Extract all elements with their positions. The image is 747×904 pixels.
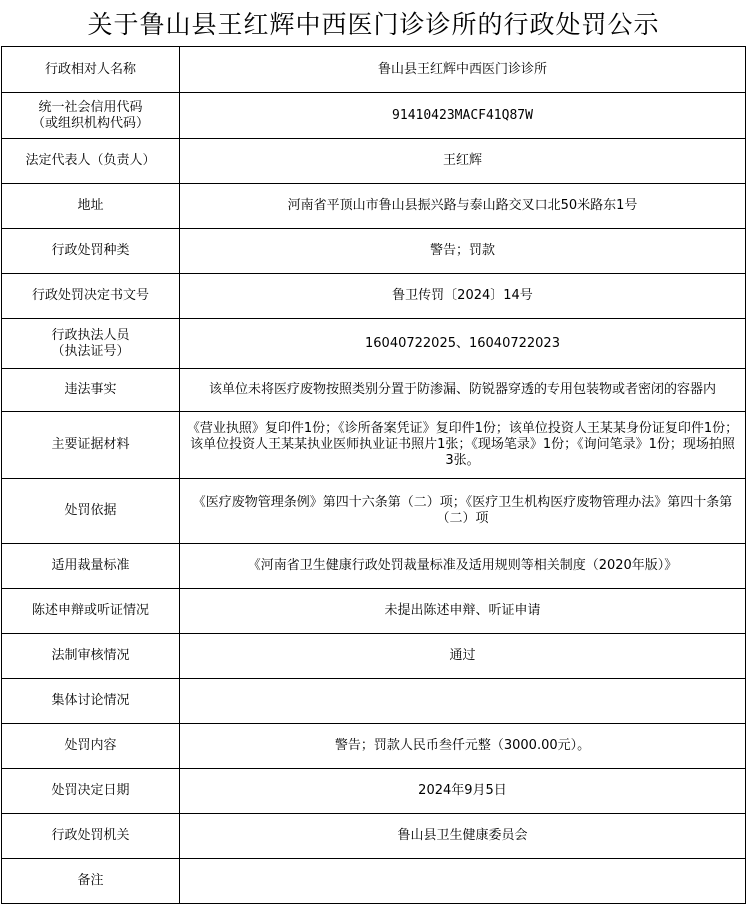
row-value: 警告；罚款 bbox=[180, 229, 746, 274]
row-label: 法定代表人（负责人） bbox=[2, 139, 180, 184]
row-value: 91410423MACF41Q87W bbox=[180, 93, 746, 139]
row-label: 集体讨论情况 bbox=[2, 679, 180, 724]
row-label: 处罚内容 bbox=[2, 724, 180, 769]
row-value: 《营业执照》复印件1份；《诊所备案凭证》复印件1份；该单位投资人王某某身份证复印件1份；该单位投资人王某某执业医师执业证书照片1张；《现场笔录》1份；《询问笔录》1份；现场拍照3张。 bbox=[180, 412, 746, 479]
row-value: 16040722025、16040722023 bbox=[180, 319, 746, 369]
table-row bbox=[2, 139, 746, 184]
table-row bbox=[2, 319, 746, 369]
row-value: 王红辉 bbox=[180, 139, 746, 184]
row-value: 通过 bbox=[180, 634, 746, 679]
table-row bbox=[2, 412, 746, 479]
table-row bbox=[2, 184, 746, 229]
table-row bbox=[2, 274, 746, 319]
row-value: 《河南省卫生健康行政处罚裁量标准及适用规则等相关制度（2020年版）》 bbox=[180, 544, 746, 589]
row-value: 《医疗废物管理条例》第四十六条第（二）项；《医疗卫生机构医疗废物管理办法》第四十条第（二）项 bbox=[180, 479, 746, 544]
row-value: 警告；罚款人民币叁仟元整（3000.00元）。 bbox=[180, 724, 746, 769]
row-label: 违法事实 bbox=[2, 369, 180, 412]
row-value: 鲁山县王红辉中西医门诊诊所 bbox=[180, 47, 746, 93]
row-label: 行政执法人员 （执法证号） bbox=[2, 319, 180, 369]
row-value bbox=[180, 679, 746, 724]
table-row bbox=[2, 769, 746, 814]
row-label: 处罚决定日期 bbox=[2, 769, 180, 814]
row-value: 鲁卫传罚〔2024〕14号 bbox=[180, 274, 746, 319]
table-row bbox=[2, 47, 746, 93]
row-value: 未提出陈述申辩、听证申请 bbox=[180, 589, 746, 634]
row-label: 主要证据材料 bbox=[2, 412, 180, 479]
table-row bbox=[2, 724, 746, 769]
table-row bbox=[2, 679, 746, 724]
row-value: 2024年9月5日 bbox=[180, 769, 746, 814]
row-value: 鲁山县卫生健康委员会 bbox=[180, 814, 746, 859]
table-row bbox=[2, 814, 746, 859]
row-label: 陈述申辩或听证情况 bbox=[2, 589, 180, 634]
row-label: 统一社会信用代码 （或组织机构代码） bbox=[2, 93, 180, 139]
row-label: 处罚依据 bbox=[2, 479, 180, 544]
row-label: 行政处罚机关 bbox=[2, 814, 180, 859]
page-title: 关于鲁山县王红辉中西医门诊诊所的行政处罚公示 bbox=[87, 10, 660, 39]
row-value bbox=[180, 859, 746, 904]
row-label: 行政相对人名称 bbox=[2, 47, 180, 93]
penalty-table bbox=[1, 46, 746, 904]
table-row bbox=[2, 544, 746, 589]
row-label: 适用裁量标准 bbox=[2, 544, 180, 589]
table-row bbox=[2, 479, 746, 544]
table-row bbox=[2, 634, 746, 679]
row-label: 备注 bbox=[2, 859, 180, 904]
table-row bbox=[2, 369, 746, 412]
table-row bbox=[2, 589, 746, 634]
row-value: 该单位未将医疗废物按照类别分置于防渗漏、防锐器穿透的专用包装物或者密闭的容器内 bbox=[180, 369, 746, 412]
row-label: 行政处罚种类 bbox=[2, 229, 180, 274]
table-row bbox=[2, 859, 746, 904]
row-label: 法制审核情况 bbox=[2, 634, 180, 679]
row-value: 河南省平顶山市鲁山县振兴路与泰山路交叉口北50米路东1号 bbox=[180, 184, 746, 229]
row-label: 行政处罚决定书文号 bbox=[2, 274, 180, 319]
table-row bbox=[2, 93, 746, 139]
table-row bbox=[2, 229, 746, 274]
row-label: 地址 bbox=[2, 184, 180, 229]
